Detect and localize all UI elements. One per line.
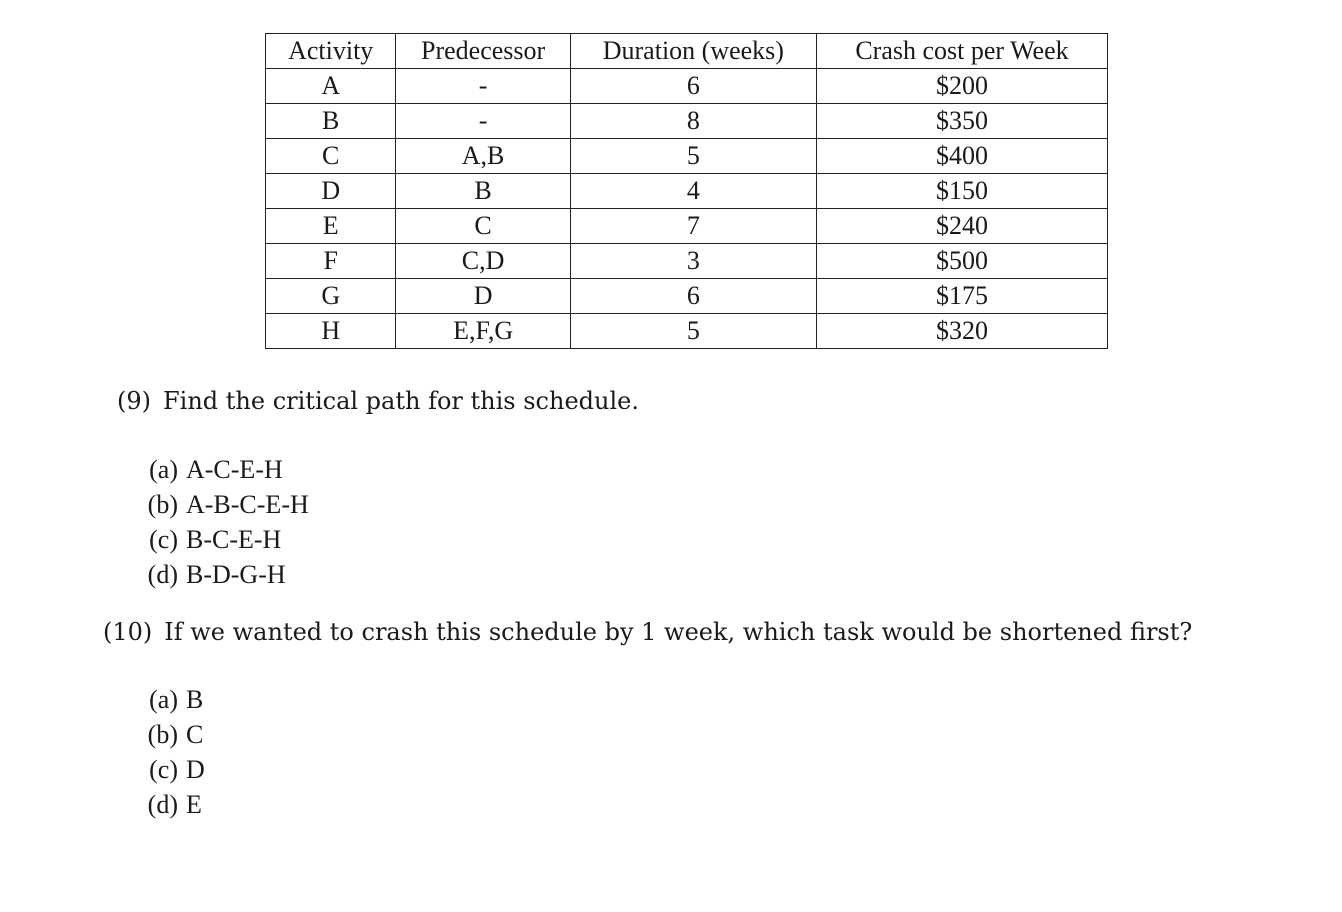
option-item[interactable] [128,452,309,487]
activity-cell: G [266,279,396,314]
table-header-row [266,34,1108,69]
question-text: If we wanted to crash this schedule by 1 week, which task would be shortened first? [164,618,1193,646]
header-activity: Activity [266,34,396,69]
option-label: (b) [147,490,178,519]
activity-cell: H [266,314,396,349]
crash-cost-cell: $350 [816,104,1107,139]
crash-cost-cell: $240 [816,209,1107,244]
activity-cell: B [266,104,396,139]
option-item[interactable] [128,752,205,787]
question-9-options [128,452,309,592]
option-item[interactable] [128,557,309,592]
duration-cell: 3 [570,244,816,279]
option-text: A-C-E-H [186,455,283,484]
header-crash-cost: Crash cost per Week [816,34,1107,69]
crash-cost-cell: $150 [816,174,1107,209]
duration-cell: 8 [570,104,816,139]
question-number: (9) [117,387,151,415]
duration-cell: 6 [570,279,816,314]
duration-cell: 6 [570,69,816,104]
predecessor-cell: B [396,174,570,209]
option-label: (c) [149,755,178,784]
option-label: (d) [147,560,178,589]
header-duration: Duration (weeks) [570,34,816,69]
option-label: (b) [147,720,178,749]
table-row [266,139,1108,174]
table-row [266,314,1108,349]
activity-cell: F [266,244,396,279]
option-item[interactable] [128,787,205,822]
question-9 [117,386,639,416]
option-label: (a) [149,685,178,714]
question-number: (10) [103,618,153,646]
question-text: Find the critical path for this schedule. [163,387,639,415]
option-label: (d) [147,790,178,819]
duration-cell: 5 [570,314,816,349]
activity-cell: C [266,139,396,174]
crash-cost-cell: $400 [816,139,1107,174]
crash-cost-cell: $500 [816,244,1107,279]
predecessor-cell: C,D [396,244,570,279]
option-label: (a) [149,455,178,484]
table-row [266,174,1108,209]
predecessor-cell: - [396,69,570,104]
crash-cost-cell: $200 [816,69,1107,104]
option-text: E [186,790,202,819]
schedule-table [265,33,1108,349]
option-text: A-B-C-E-H [186,490,309,519]
activity-cell: A [266,69,396,104]
option-text: B-C-E-H [186,525,282,554]
option-text: D [186,755,205,784]
question-10 [103,617,1192,647]
duration-cell: 4 [570,174,816,209]
header-predecessor: Predecessor [396,34,570,69]
question-10-options [128,682,205,822]
table-row [266,209,1108,244]
option-item[interactable] [128,522,309,557]
option-text: C [186,720,204,749]
option-label: (c) [149,525,178,554]
table-row [266,69,1108,104]
option-text: B [186,685,204,714]
option-item[interactable] [128,682,205,717]
predecessor-cell: C [396,209,570,244]
option-text: B-D-G-H [186,560,286,589]
predecessor-cell: A,B [396,139,570,174]
table-row [266,104,1108,139]
duration-cell: 7 [570,209,816,244]
crash-cost-cell: $320 [816,314,1107,349]
duration-cell: 5 [570,139,816,174]
predecessor-cell: D [396,279,570,314]
predecessor-cell: - [396,104,570,139]
table-row [266,244,1108,279]
table-row [266,279,1108,314]
crash-cost-cell: $175 [816,279,1107,314]
activity-cell: D [266,174,396,209]
activity-cell: E [266,209,396,244]
option-item[interactable] [128,717,205,752]
option-item[interactable] [128,487,309,522]
predecessor-cell: E,F,G [396,314,570,349]
